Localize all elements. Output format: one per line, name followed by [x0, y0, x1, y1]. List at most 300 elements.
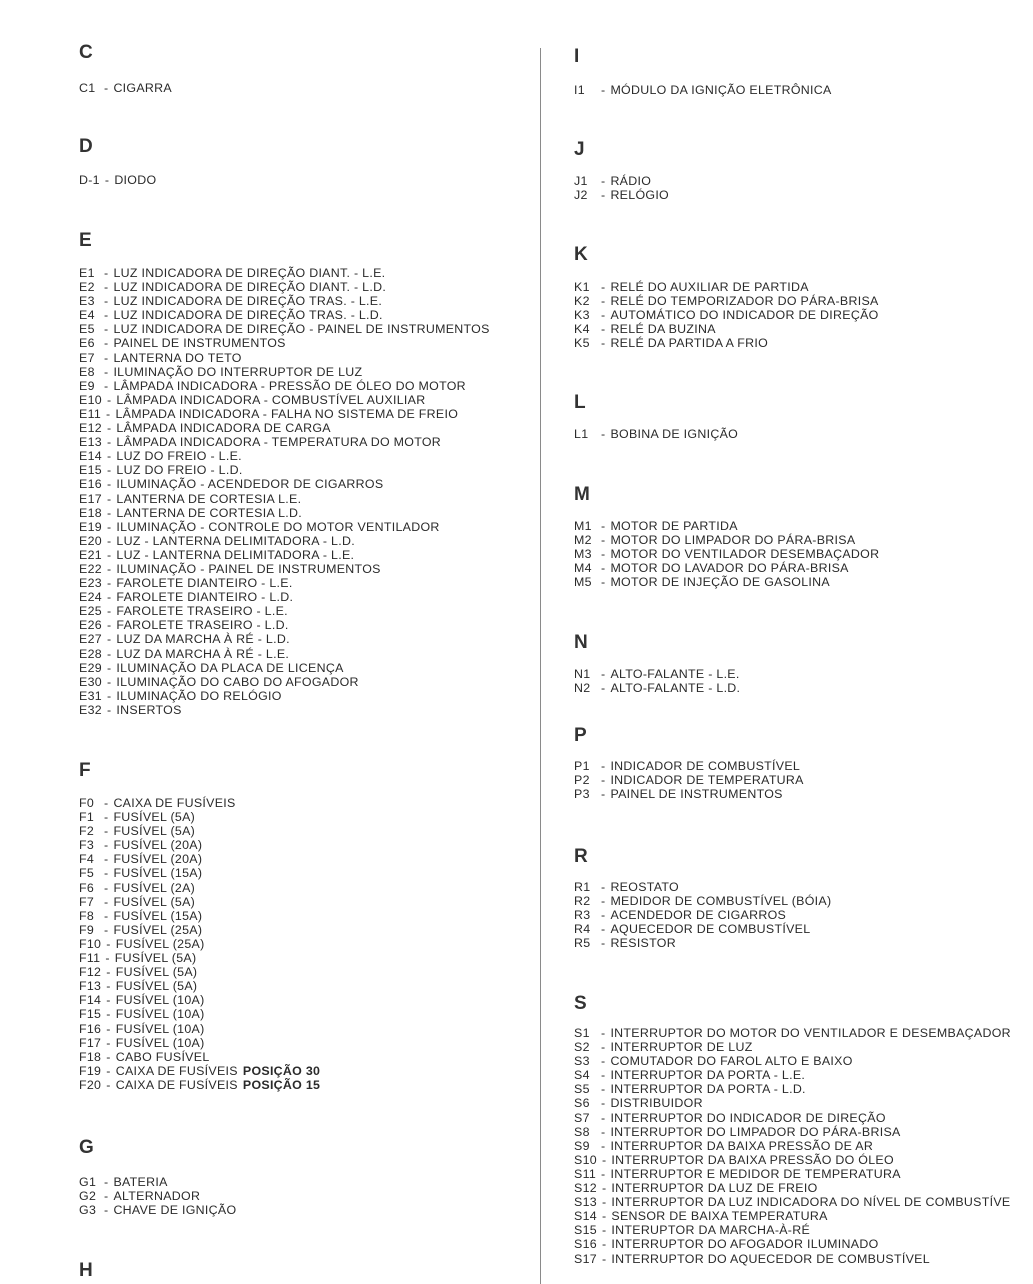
item-description: ALTO-FALANTE - L.D. — [610, 681, 741, 696]
column-divider — [540, 48, 541, 1284]
item-code: K2 — [574, 294, 590, 309]
item-description: LÂMPADA INDICADORA - TEMPERATURA DO MOTOR — [116, 435, 442, 450]
item-description: MOTOR DE PARTIDA — [610, 519, 738, 533]
list-item — [574, 519, 879, 533]
item-code: F17 — [79, 1035, 102, 1050]
item-code: J2 — [574, 188, 588, 203]
item-code: R4 — [574, 922, 591, 937]
item-separator: - — [106, 576, 112, 591]
list-item — [79, 562, 490, 576]
item-code: F19 — [79, 1063, 102, 1078]
item-description: CAIXA DE FUSÍVEIS — [115, 1063, 238, 1078]
item-description: RÁDIO — [610, 174, 652, 188]
item-code: F5 — [79, 866, 95, 881]
item-separator: - — [601, 294, 606, 309]
item-separator: - — [104, 378, 109, 393]
item-code: E7 — [79, 350, 95, 365]
item-description: FUSÍVEL (25A) — [115, 936, 205, 951]
item-description: FUSÍVEL (5A) — [114, 951, 197, 966]
item-code: E9 — [79, 378, 95, 393]
item-position-label: POSIÇÃO 15 — [242, 1077, 321, 1092]
item-description: FAROLETE TRASEIRO - L.D. — [116, 618, 289, 633]
list-item — [79, 866, 320, 880]
item-code: K4 — [574, 322, 590, 337]
item-code: P2 — [574, 773, 590, 788]
item-code: E17 — [79, 491, 102, 506]
list-item — [79, 923, 320, 937]
list-item — [574, 322, 879, 336]
item-code: S14 — [574, 1209, 597, 1224]
item-description: SENSOR DE BAIXA TEMPERATURA — [611, 1209, 828, 1224]
item-description: LUZ DO FREIO - L.D. — [116, 463, 243, 478]
item-separator: - — [601, 575, 606, 590]
list-item — [574, 1223, 1011, 1237]
item-separator: - — [104, 1189, 109, 1204]
item-description: INTERRUPTOR DA LUZ INDICADORA DO NÍVEL DE COMBUSTÍVE — [611, 1195, 1011, 1210]
item-code: E2 — [79, 280, 95, 295]
item-description: FAROLETE DIANTEIRO - L.D. — [116, 590, 294, 605]
item-separator: - — [104, 308, 109, 323]
item-code: F3 — [79, 838, 95, 853]
item-separator: - — [601, 1166, 606, 1181]
item-separator: - — [601, 787, 606, 802]
item-code: S13 — [574, 1195, 597, 1210]
item-separator: - — [601, 1096, 606, 1111]
item-description: LÂMPADA INDICADORA DE CARGA — [116, 421, 331, 436]
item-description: LÂMPADA INDICADORA - PRESSÃO DE ÓLEO DO MOTOR — [113, 378, 466, 393]
item-code: F9 — [79, 922, 95, 937]
item-code: E10 — [79, 392, 102, 407]
item-separator: - — [104, 908, 109, 923]
list-item — [79, 937, 320, 951]
section-list-p — [574, 759, 804, 801]
item-code: M2 — [574, 533, 592, 548]
item-code: M4 — [574, 561, 592, 576]
list-item — [79, 407, 490, 421]
item-description: ALTERNADOR — [113, 1189, 201, 1204]
list-item — [79, 308, 490, 322]
item-separator: - — [106, 632, 112, 647]
item-description: INTERRUPTOR DO AQUECEDOR DE COMBUSTÍVEL — [611, 1251, 930, 1266]
item-description: ILUMINAÇÃO - PAINEL DE INSTRUMENTOS — [116, 561, 381, 576]
item-code: E16 — [79, 477, 102, 492]
list-item — [574, 1139, 1011, 1153]
item-description: INTERRUPTOR E MEDIDOR DE TEMPERATURA — [610, 1166, 901, 1181]
section-letter-h: H — [79, 1260, 93, 1281]
list-item — [79, 1078, 320, 1092]
list-item — [574, 294, 879, 308]
list-item — [79, 824, 320, 838]
item-description: LUZ DA MARCHA À RÉ - L.E. — [116, 646, 290, 661]
item-description: ILUMINAÇÃO - CONTROLE DO MOTOR VENTILADOR — [116, 519, 440, 534]
item-description: INTERRUPTOR DO AFOGADOR ILUMINADO — [611, 1237, 879, 1252]
item-separator: - — [104, 796, 109, 810]
item-code: K5 — [574, 336, 590, 351]
item-code: C1 — [79, 81, 96, 95]
list-item — [79, 492, 490, 506]
item-description: ILUMINAÇÃO - ACENDEDOR DE CIGARROS — [116, 477, 384, 492]
item-description: RELÓGIO — [610, 188, 669, 203]
list-item — [79, 336, 490, 350]
item-description: RELÉ DO TEMPORIZADOR DO PÁRA-BRISA — [610, 294, 879, 309]
item-separator: - — [104, 894, 109, 909]
item-description: LUZ INDICADORA DE DIREÇÃO TRAS. - L.D. — [113, 308, 383, 323]
list-item — [574, 547, 879, 561]
item-code: F10 — [79, 936, 102, 951]
section-list-k — [574, 280, 879, 350]
item-description: INTERRUPTOR DA BAIXA PRESSÃO DE AR — [610, 1138, 874, 1153]
item-separator: - — [601, 1054, 606, 1069]
list-item — [574, 667, 740, 681]
list-item — [79, 435, 490, 449]
item-code: G1 — [79, 1175, 97, 1189]
list-item — [574, 936, 831, 950]
item-code: M5 — [574, 575, 592, 590]
section-list-m — [574, 519, 879, 589]
section-list-r — [574, 880, 831, 950]
section-letter-j: J — [574, 139, 585, 160]
item-separator: - — [601, 561, 606, 576]
list-item — [574, 533, 879, 547]
item-description: FUSÍVEL (5A) — [113, 810, 196, 825]
item-separator: - — [104, 322, 109, 337]
section-letter-e: E — [79, 230, 92, 251]
list-item — [79, 590, 490, 604]
item-description: RELÉ DA PARTIDA A FRIO — [610, 336, 769, 351]
list-item — [79, 1036, 320, 1050]
list-item — [574, 280, 879, 294]
item-code: F18 — [79, 1049, 102, 1064]
item-code: S11 — [574, 1166, 597, 1181]
list-item — [79, 351, 490, 365]
item-separator: - — [601, 1124, 606, 1139]
item-description: BATERIA — [113, 1175, 168, 1189]
list-item — [79, 266, 490, 280]
item-separator: - — [105, 951, 110, 966]
item-description: FUSÍVEL (5A) — [113, 824, 196, 839]
list-item — [574, 427, 738, 441]
list-item — [79, 881, 320, 895]
item-separator: - — [601, 533, 606, 548]
item-description: CAIXA DE FUSÍVEIS — [113, 796, 236, 810]
list-item — [79, 463, 490, 477]
list-item — [79, 477, 490, 491]
list-item — [574, 1125, 1011, 1139]
item-separator: - — [106, 1063, 111, 1078]
list-item — [79, 506, 490, 520]
list-item — [79, 675, 490, 689]
section-letter-p: P — [574, 725, 587, 746]
item-code: S3 — [574, 1054, 590, 1069]
item-code: S1 — [574, 1026, 590, 1040]
section-list-g — [79, 1175, 236, 1217]
item-separator: - — [601, 773, 606, 788]
item-description: ACENDEDOR DE CIGARROS — [610, 908, 787, 923]
section-list-f — [79, 796, 320, 1092]
list-item — [574, 681, 740, 695]
item-code: E29 — [79, 660, 102, 675]
item-code: E13 — [79, 435, 102, 450]
item-description: INTERUPTOR DA MARCHA-À-RÉ — [611, 1223, 811, 1238]
section-list-d — [79, 173, 156, 187]
item-separator: - — [104, 173, 110, 187]
section-letter-i: I — [574, 46, 580, 67]
list-item — [574, 1040, 1011, 1054]
item-separator: - — [601, 1040, 606, 1055]
item-description: INTERRUPTOR DA PORTA - L.E. — [610, 1068, 806, 1083]
item-description: FUSÍVEL (5A) — [115, 979, 198, 994]
item-code: F20 — [79, 1077, 102, 1092]
list-item — [574, 787, 804, 801]
item-code: F6 — [79, 880, 95, 895]
item-code: M3 — [574, 547, 592, 562]
item-description: FUSÍVEL (10A) — [115, 1007, 205, 1022]
item-separator: - — [106, 1007, 111, 1022]
list-item — [574, 1054, 1011, 1068]
item-description: REOSTATO — [610, 880, 679, 894]
item-separator: - — [106, 590, 112, 605]
list-item — [79, 576, 490, 590]
item-separator: - — [106, 477, 112, 492]
section-list-e — [79, 266, 490, 717]
item-separator: - — [106, 1077, 111, 1092]
item-description: LUZ INDICADORA DE DIREÇÃO DIANT. - L.E. — [113, 266, 386, 280]
item-description: FUSÍVEL (20A) — [113, 852, 203, 867]
list-item — [79, 421, 490, 435]
item-code: E4 — [79, 308, 95, 323]
list-item — [79, 993, 320, 1007]
section-letter-f: F — [79, 760, 91, 781]
item-separator: - — [601, 1138, 606, 1153]
item-separator: - — [104, 266, 109, 280]
item-description: FAROLETE DIANTEIRO - L.E. — [116, 576, 293, 591]
section-letter-s: S — [574, 993, 587, 1014]
item-description: ILUMINAÇÃO DO CABO DO AFOGADOR — [116, 674, 359, 689]
item-description: LUZ - LANTERNA DELIMITADORA - L.D. — [116, 533, 355, 548]
section-letter-r: R — [574, 846, 588, 867]
item-description: CIGARRA — [113, 81, 172, 95]
item-separator: - — [106, 604, 112, 619]
item-code: E19 — [79, 519, 102, 534]
item-code: N2 — [574, 681, 591, 696]
list-item — [574, 1068, 1011, 1082]
list-item — [79, 294, 490, 308]
item-code: E28 — [79, 646, 102, 661]
item-code: E20 — [79, 533, 102, 548]
item-code: E21 — [79, 547, 102, 562]
item-separator: - — [601, 83, 606, 97]
section-letter-k: K — [574, 244, 588, 265]
item-description: LANTERNA DE CORTESIA L.E. — [116, 491, 302, 506]
item-code: P1 — [574, 759, 590, 773]
item-description: MOTOR DO LAVADOR DO PÁRA-BRISA — [610, 561, 849, 576]
item-separator: - — [106, 421, 112, 436]
item-description: LUZ - LANTERNA DELIMITADORA - L.E. — [116, 547, 355, 562]
item-separator: - — [601, 1082, 606, 1097]
item-description: PAINEL DE INSTRUMENTOS — [113, 336, 286, 351]
list-item — [574, 1252, 1011, 1266]
item-separator: - — [104, 364, 109, 379]
list-item — [574, 1111, 1011, 1125]
item-separator: - — [106, 979, 111, 994]
item-separator: - — [601, 1195, 607, 1210]
item-description: LANTERNA DE CORTESIA L.D. — [116, 505, 302, 520]
item-description: RELÉ DO AUXILIAR DE PARTIDA — [610, 280, 809, 294]
item-code: E30 — [79, 674, 102, 689]
item-code: R5 — [574, 936, 591, 951]
list-item — [79, 449, 490, 463]
item-description: INTERRUPTOR DA LUZ DE FREIO — [611, 1181, 818, 1196]
section-letter-l: L — [574, 392, 586, 413]
item-code: F0 — [79, 796, 95, 810]
item-code: F13 — [79, 979, 102, 994]
item-code: M1 — [574, 519, 592, 533]
list-item — [79, 689, 490, 703]
item-separator: - — [106, 491, 112, 506]
item-code: S7 — [574, 1110, 590, 1125]
list-item — [79, 1007, 320, 1021]
section-list-c — [79, 81, 172, 95]
item-description: PAINEL DE INSTRUMENTOS — [610, 787, 783, 802]
list-item — [79, 81, 172, 95]
list-item — [574, 561, 879, 575]
list-item — [79, 796, 320, 810]
item-description: INTERRUPTOR DO INDICADOR DE DIREÇÃO — [610, 1110, 886, 1125]
item-code: S2 — [574, 1040, 590, 1055]
item-code: G3 — [79, 1203, 97, 1218]
item-separator: - — [104, 350, 109, 365]
section-letter-d: D — [79, 136, 93, 157]
item-description: INDICADOR DE TEMPERATURA — [610, 773, 804, 788]
list-item — [79, 632, 490, 646]
item-code: J1 — [574, 174, 588, 188]
item-code: S10 — [574, 1152, 597, 1167]
item-separator: - — [601, 1237, 607, 1252]
section-list-s — [574, 1026, 1011, 1266]
item-description: CHAVE DE IGNIÇÃO — [113, 1203, 237, 1218]
list-item — [574, 908, 831, 922]
list-item — [79, 1022, 320, 1036]
item-code: E32 — [79, 702, 102, 717]
section-list-i — [574, 83, 832, 97]
item-code: F4 — [79, 852, 95, 867]
item-description: FUSÍVEL (20A) — [113, 838, 203, 853]
list-item — [574, 922, 831, 936]
item-separator: - — [106, 618, 112, 633]
item-code: S4 — [574, 1068, 590, 1083]
item-code: S12 — [574, 1181, 597, 1196]
item-description: FUSÍVEL (5A) — [113, 894, 196, 909]
item-separator: - — [104, 824, 109, 839]
item-code: S16 — [574, 1237, 597, 1252]
list-item — [79, 520, 490, 534]
item-separator: - — [104, 81, 109, 95]
list-item — [574, 336, 879, 350]
item-code: F12 — [79, 965, 102, 980]
item-code: E11 — [79, 406, 102, 421]
item-code: F16 — [79, 1021, 102, 1036]
item-code: E26 — [79, 618, 102, 633]
list-item — [574, 174, 669, 188]
item-position-label: POSIÇÃO 30 — [242, 1063, 321, 1078]
list-item — [79, 951, 320, 965]
item-separator: - — [104, 852, 109, 867]
item-description: MOTOR DO VENTILADOR DESEMBAÇADOR — [610, 547, 880, 562]
item-separator: - — [106, 406, 111, 421]
item-code: E1 — [79, 266, 95, 280]
item-description: ILUMINAÇÃO DO RELÓGIO — [116, 688, 282, 703]
item-description: FUSÍVEL (10A) — [115, 1035, 205, 1050]
item-description: INDICADOR DE COMBUSTÍVEL — [610, 759, 801, 773]
item-code: E5 — [79, 322, 95, 337]
list-item — [574, 308, 879, 322]
item-code: R3 — [574, 908, 591, 923]
section-list-j — [574, 174, 669, 202]
item-description: AQUECEDOR DE COMBUSTÍVEL — [610, 922, 811, 937]
list-item — [79, 280, 490, 294]
item-code: G2 — [79, 1189, 97, 1204]
item-separator: - — [601, 1223, 607, 1238]
list-item — [574, 1153, 1011, 1167]
item-description: FUSÍVEL (5A) — [115, 965, 198, 980]
item-code: L1 — [574, 427, 589, 441]
item-code: P3 — [574, 787, 590, 802]
section-letter-c: C — [79, 42, 93, 63]
list-item — [79, 1175, 236, 1189]
item-code: E3 — [79, 294, 95, 309]
item-separator: - — [601, 322, 606, 337]
item-separator: - — [104, 294, 109, 309]
item-code: S17 — [574, 1251, 597, 1266]
item-description: INSERTOS — [116, 702, 182, 717]
list-item — [574, 1209, 1011, 1223]
item-code: E8 — [79, 364, 95, 379]
list-item — [79, 365, 490, 379]
list-item — [79, 909, 320, 923]
item-code: S15 — [574, 1223, 597, 1238]
item-separator: - — [106, 533, 112, 548]
list-item — [574, 1181, 1011, 1195]
item-separator: - — [106, 505, 112, 520]
list-item — [574, 1167, 1011, 1181]
list-item — [79, 534, 490, 548]
item-separator: - — [601, 174, 606, 188]
item-description: LUZ INDICADORA DE DIREÇÃO DIANT. - L.D. — [113, 280, 387, 295]
item-description: ILUMINAÇÃO DA PLACA DE LICENÇA — [116, 660, 344, 675]
item-separator: - — [601, 336, 606, 351]
item-description: INTERRUPTOR DA BAIXA PRESSÃO DO ÓLEO — [611, 1152, 894, 1167]
item-separator: - — [601, 1026, 606, 1040]
item-separator: - — [104, 280, 109, 295]
item-separator: - — [601, 1152, 607, 1167]
list-item — [79, 173, 156, 187]
list-item — [574, 880, 831, 894]
item-description: ILUMINAÇÃO DO INTERRUPTOR DE LUZ — [113, 364, 363, 379]
item-description: ALTO-FALANTE - L.E. — [610, 667, 740, 681]
item-description: MEDIDOR DE COMBUSTÍVEL (BÓIA) — [610, 894, 832, 909]
list-item — [79, 1189, 236, 1203]
item-code: E6 — [79, 336, 95, 351]
list-item — [574, 759, 804, 773]
item-separator: - — [601, 759, 606, 773]
item-description: LUZ DA MARCHA À RÉ - L.D. — [116, 632, 290, 647]
item-description: MÓDULO DA IGNIÇÃO ELETRÔNICA — [610, 83, 832, 97]
item-description: CAIXA DE FUSÍVEIS — [115, 1077, 238, 1092]
list-item — [79, 393, 490, 407]
list-item — [574, 1195, 1011, 1209]
item-description: FUSÍVEL (15A) — [113, 866, 203, 881]
item-description: FAROLETE TRASEIRO - L.E. — [116, 604, 288, 619]
